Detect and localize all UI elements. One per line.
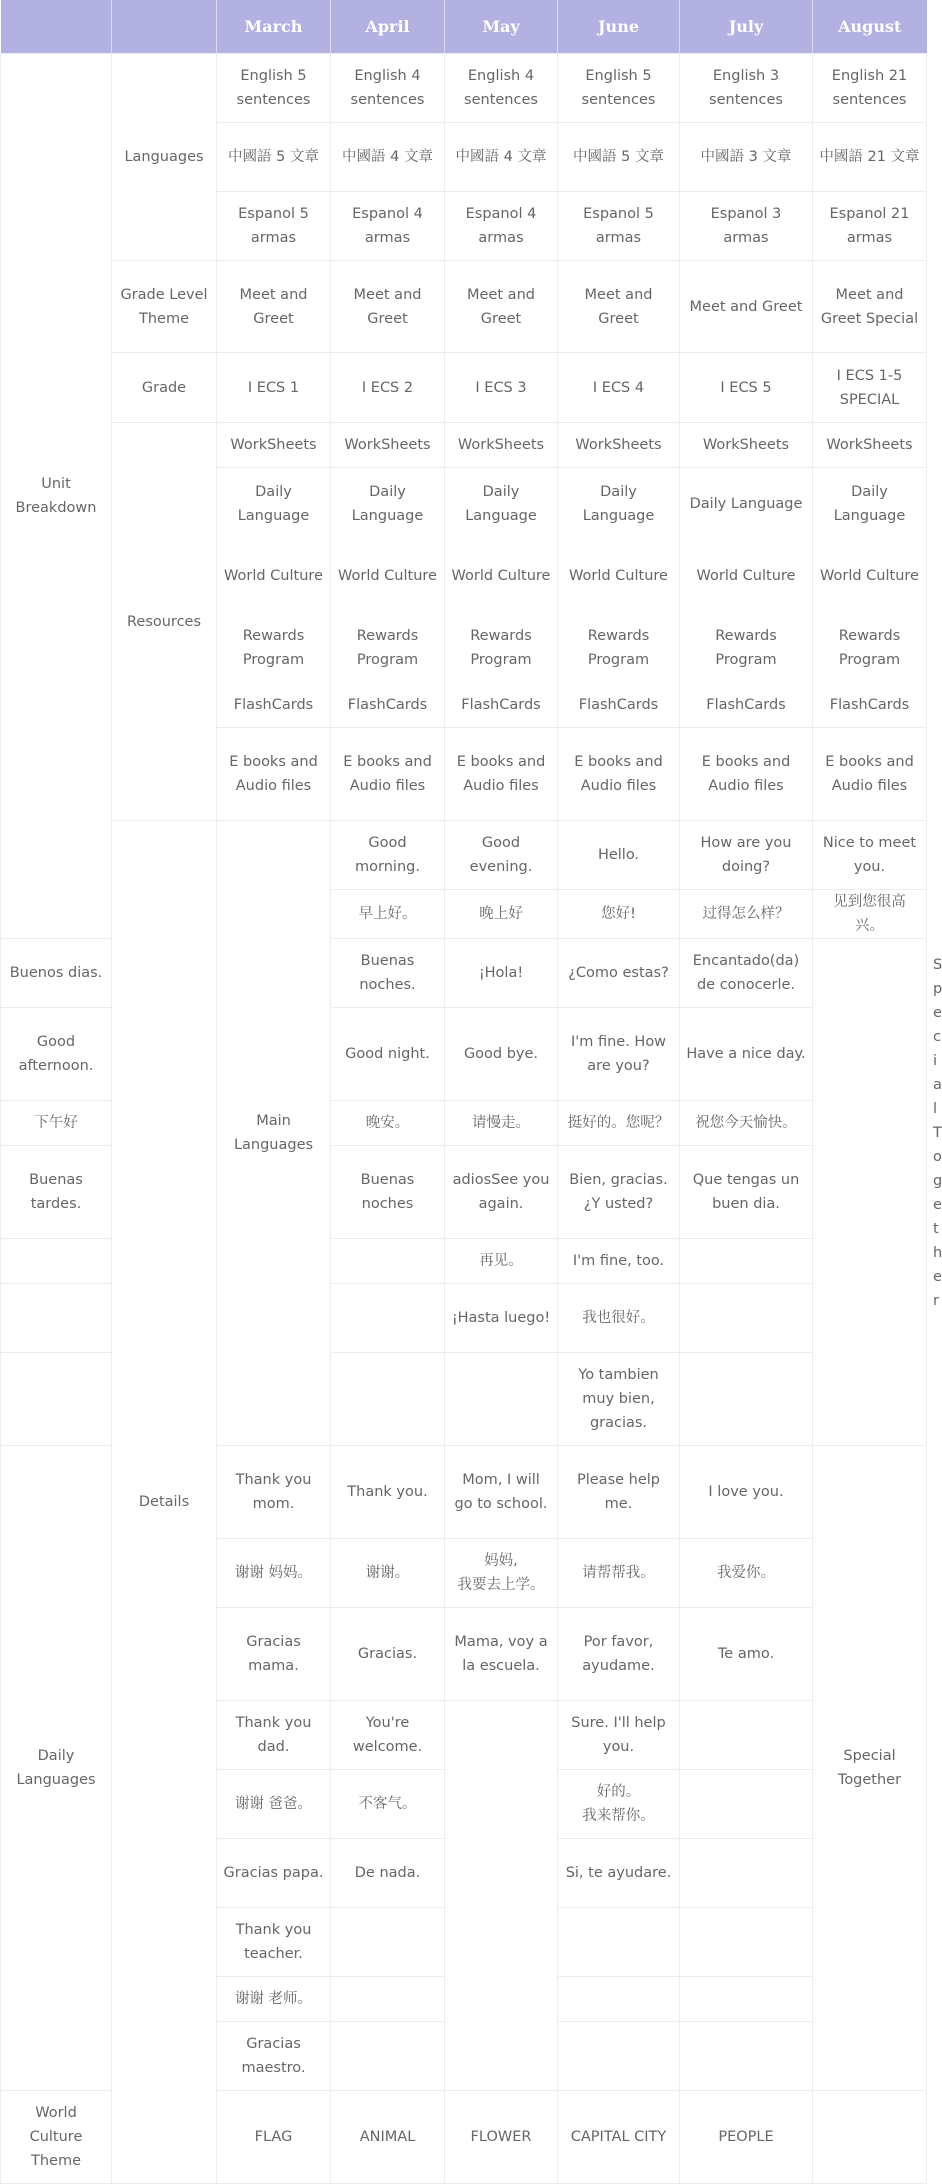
cell: ¡Hasta luego!: [445, 1284, 558, 1353]
cell: Meet and Greet: [217, 261, 331, 353]
cell: FLAG: [217, 2091, 331, 2184]
cell: [680, 1284, 813, 1353]
cell: Buenas tardes.: [1, 1146, 112, 1239]
section-label-details: Details: [112, 821, 217, 2184]
cell: Gracias mama.: [217, 1608, 331, 1701]
cell: FlashCards: [680, 684, 813, 728]
cell: Espanol 4 armas: [331, 192, 445, 261]
cell: FlashCards: [813, 684, 927, 728]
cell: Daily Language: [331, 468, 445, 540]
cell: 中國語 4 文章: [331, 123, 445, 192]
cell: World Culture: [331, 540, 445, 612]
cell: 您好!: [558, 890, 680, 939]
cell: Espanol 5 armas: [558, 192, 680, 261]
cell: I ECS 1-5 SPECIAL: [813, 353, 927, 423]
cell: Bien, gracias. ¿Y usted?: [558, 1146, 680, 1239]
cell: [813, 2091, 927, 2184]
cell: I'm fine, too.: [558, 1239, 680, 1284]
cell: Espanol 4 armas: [445, 192, 558, 261]
cell: E books and Audio files: [331, 728, 445, 821]
cell: Mama, voy a la escuela.: [445, 1608, 558, 1701]
cell: 早上好。: [331, 890, 445, 939]
table-row: [1, 261, 927, 353]
cell: Buenos dias.: [1, 939, 112, 1008]
cell: 下午好: [1, 1101, 112, 1146]
cell: 请帮帮我。: [558, 1539, 680, 1608]
cell: 中國語 21 文章: [813, 123, 927, 192]
cell: Rewards Program: [217, 612, 331, 684]
cell: Buenas noches.: [331, 939, 445, 1008]
month-header-july: July: [680, 0, 813, 54]
cell: Good bye.: [445, 1008, 558, 1101]
cell: 请慢走。: [445, 1101, 558, 1146]
cell: Good afternoon.: [1, 1008, 112, 1101]
cell: [558, 1977, 680, 2022]
cell: Daily Language: [680, 468, 813, 540]
cell: WorkSheets: [331, 423, 445, 468]
cell: Rewards Program: [331, 612, 445, 684]
cell: I love you.: [680, 1446, 813, 1539]
category-label-resources: Resources: [112, 423, 217, 821]
cell: 谢谢 妈妈。: [217, 1539, 331, 1608]
cell: Meet and Greet: [558, 261, 680, 353]
cell: WorkSheets: [217, 423, 331, 468]
cell: Espanol 5 armas: [217, 192, 331, 261]
cell: 我也很好。: [558, 1284, 680, 1353]
cell: ¡Hola!: [445, 939, 558, 1008]
cell: 中國語 3 文章: [680, 123, 813, 192]
category-label-main-languages: Main Languages: [217, 821, 331, 1446]
cell: Gracias papa.: [217, 1839, 331, 1908]
cell: 谢谢。: [331, 1539, 445, 1608]
cell: World Culture: [217, 540, 331, 612]
cell-august-daily: Special Together: [813, 1446, 927, 2091]
cell: [331, 1353, 445, 1446]
cell: De nada.: [331, 1839, 445, 1908]
cell: E books and Audio files: [813, 728, 927, 821]
cell: [331, 1977, 445, 2022]
cell: FlashCards: [331, 684, 445, 728]
cell: 好的。 我来帮你。: [558, 1770, 680, 1839]
table-row: Details Main Languages Good morning. Good evening. Hello. How are you doing? Nice to meet you. Special Together: [1, 821, 927, 890]
category-label-languages: Languages: [112, 54, 217, 261]
table-row: [1, 423, 927, 468]
cell: 再见。: [445, 1239, 558, 1284]
cell: WorkSheets: [445, 423, 558, 468]
cell: I ECS 2: [331, 353, 445, 423]
cell: English 5 sentences: [558, 54, 680, 123]
cell: Por favor, ayudame.: [558, 1608, 680, 1701]
cell: CAPITAL CITY: [558, 2091, 680, 2184]
cell: [445, 1353, 558, 1446]
cell: [331, 2022, 445, 2091]
cell: Good evening.: [445, 821, 558, 890]
cell: I ECS 3: [445, 353, 558, 423]
cell: Daily Language: [217, 468, 331, 540]
cell: World Culture: [680, 540, 813, 612]
cell: 见到您很高兴。: [813, 890, 927, 939]
cell: I ECS 4: [558, 353, 680, 423]
cell: Meet and Greet: [445, 261, 558, 353]
cell: WorkSheets: [680, 423, 813, 468]
category-label-daily-languages: Daily Languages: [1, 1446, 112, 2091]
month-header-august: August: [813, 0, 927, 54]
cell: FlashCards: [445, 684, 558, 728]
header-row: [1, 0, 927, 54]
cell: ANIMAL: [331, 2091, 445, 2184]
category-label-grade: Grade: [112, 353, 217, 423]
cell: 中國語 5 文章: [558, 123, 680, 192]
category-label-grade-level-theme: Grade Level Theme: [112, 261, 217, 353]
cell: 过得怎么样？: [680, 890, 813, 939]
cell: adiosSee you again.: [445, 1146, 558, 1239]
cell: [1, 1284, 112, 1353]
cell: 不客气。: [331, 1770, 445, 1839]
cell: 我爱你。: [680, 1539, 813, 1608]
table-row: [1, 353, 927, 423]
cell: Meet and Greet: [331, 261, 445, 353]
cell: Buenas noches: [331, 1146, 445, 1239]
cell: 谢谢 爸爸。: [217, 1770, 331, 1839]
cell: [680, 2022, 813, 2091]
cell: English 4 sentences: [331, 54, 445, 123]
cell: WorkSheets: [558, 423, 680, 468]
cell: FlashCards: [217, 684, 331, 728]
cell: I ECS 1: [217, 353, 331, 423]
cell: English 21 sentences: [813, 54, 927, 123]
cell: E books and Audio files: [558, 728, 680, 821]
cell: You're welcome.: [331, 1701, 445, 1770]
cell: Thank you teacher.: [217, 1908, 331, 1977]
cell: Gracias.: [331, 1608, 445, 1701]
month-header-may: May: [445, 0, 558, 54]
cell: Rewards Program: [680, 612, 813, 684]
cell: [558, 2022, 680, 2091]
corner-cell: [1, 0, 112, 54]
cell: Gracias maestro.: [217, 2022, 331, 2091]
table-row: [1, 54, 927, 123]
cell: 晚上好: [445, 890, 558, 939]
cell: [680, 1701, 813, 1770]
cell: Que tengas un buen dia.: [680, 1146, 813, 1239]
cell: World Culture: [445, 540, 558, 612]
cell: English 3 sentences: [680, 54, 813, 123]
cell: Thank you mom.: [217, 1446, 331, 1539]
cell: Daily Language: [445, 468, 558, 540]
cell: Thank you dad.: [217, 1701, 331, 1770]
cell: [558, 1908, 680, 1977]
cell: E books and Audio files: [445, 728, 558, 821]
cell: [680, 1239, 813, 1284]
cell: Espanol 21 armas: [813, 192, 927, 261]
cell: World Culture: [813, 540, 927, 612]
cell: 祝您今天愉快。: [680, 1101, 813, 1146]
cell: ¿Como estas?: [558, 939, 680, 1008]
section-label-unit-breakdown: Unit Breakdown: [1, 54, 112, 939]
month-header-june: June: [558, 0, 680, 54]
cell: How are you doing?: [680, 821, 813, 890]
cell: 挺好的。您呢？: [558, 1101, 680, 1146]
cell: [680, 1353, 813, 1446]
cell: World Culture: [558, 540, 680, 612]
cell: Please help me.: [558, 1446, 680, 1539]
cell: Daily Language: [558, 468, 680, 540]
cell: Espanol 3 armas: [680, 192, 813, 261]
cell: 晚安。: [331, 1101, 445, 1146]
cell: Hello.: [558, 821, 680, 890]
cell: Sure. I'll help you.: [558, 1701, 680, 1770]
cell: Thank you.: [331, 1446, 445, 1539]
cell: E books and Audio files: [217, 728, 331, 821]
cell-empty-may: [445, 1701, 558, 2091]
cell: WorkSheets: [813, 423, 927, 468]
cell: [1, 1239, 112, 1284]
month-header-march: March: [217, 0, 331, 54]
cell: Yo tambien muy bien, gracias.: [558, 1353, 680, 1446]
cell: [331, 1239, 445, 1284]
cell: FlashCards: [558, 684, 680, 728]
corner-cell-2: [112, 0, 217, 54]
cell: FLOWER: [445, 2091, 558, 2184]
cell: 妈妈, 我要去上学。: [445, 1539, 558, 1608]
month-header-april: April: [331, 0, 445, 54]
cell: [680, 1977, 813, 2022]
cell: Rewards Program: [445, 612, 558, 684]
cell: Meet and Greet: [680, 261, 813, 353]
category-label-world-culture-theme: World Culture Theme: [1, 2091, 112, 2184]
cell: [331, 1284, 445, 1353]
cell: Te amo.: [680, 1608, 813, 1701]
cell: Meet and Greet Special: [813, 261, 927, 353]
cell: 谢谢 老师。: [217, 1977, 331, 2022]
cell: E books and Audio files: [680, 728, 813, 821]
cell: [680, 1839, 813, 1908]
cell: PEOPLE: [680, 2091, 813, 2184]
cell: Daily Language: [813, 468, 927, 540]
cell: Good morning.: [331, 821, 445, 890]
cell: [680, 1908, 813, 1977]
cell: 中國語 5 文章: [217, 123, 331, 192]
cell: Encantado(da) de conocerle.: [680, 939, 813, 1008]
cell: I ECS 5: [680, 353, 813, 423]
cell: Mom, I will go to school.: [445, 1446, 558, 1539]
cell: [331, 1908, 445, 1977]
cell: Rewards Program: [558, 612, 680, 684]
cell: Nice to meet you.: [813, 821, 927, 890]
cell: English 5 sentences: [217, 54, 331, 123]
cell: English 4 sentences: [445, 54, 558, 123]
cell: Good night.: [331, 1008, 445, 1101]
cell: 中國語 4 文章: [445, 123, 558, 192]
cell: [1, 1353, 112, 1446]
cell: Have a nice day.: [680, 1008, 813, 1101]
cell: [680, 1770, 813, 1839]
cell: I'm fine. How are you?: [558, 1008, 680, 1101]
cell: Si, te ayudare.: [558, 1839, 680, 1908]
cell: Rewards Program: [813, 612, 927, 684]
